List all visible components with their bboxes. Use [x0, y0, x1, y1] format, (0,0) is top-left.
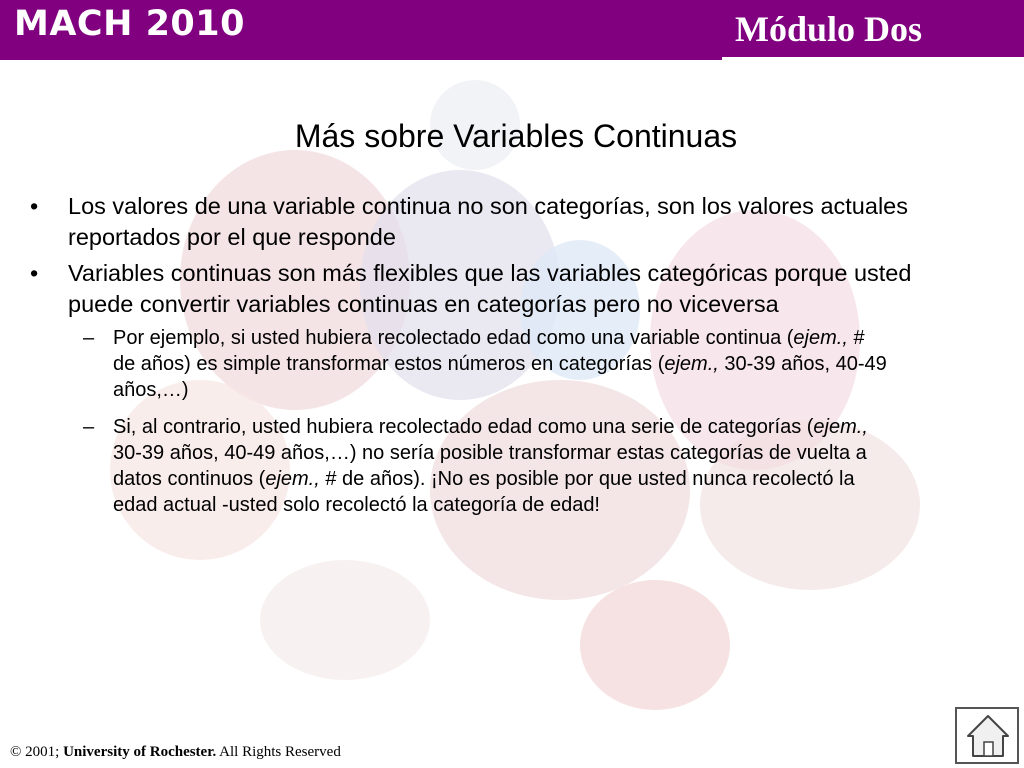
bullet-marker: • [30, 193, 39, 219]
example-abbrev: ejem., [265, 468, 320, 490]
sub-bullet-line: edad actual -usted solo recolectó la categoría de edad! [113, 494, 600, 516]
header-divider [0, 57, 722, 60]
sub-bullet-line: datos continuos (ejem., # de años). ¡No es posible por que usted nunca recolectó la [113, 468, 855, 490]
module-title: Módulo Dos [735, 9, 923, 49]
bullet-line: Los valores de una variable continua no son categorías, son los valores actuales [68, 193, 908, 219]
sub-bullet-marker: – [83, 416, 95, 438]
bullet-line: puede convertir variables continuas en categorías pero no viceversa [68, 291, 779, 317]
bullet-line: Variables continuas son más flexibles que las variables categóricas porque usted [68, 260, 912, 286]
sub-bullet-line: de años) es simple transformar estos números en categorías (ejem., 30-39 años, 40-49 [113, 353, 887, 375]
sub-bullet-marker: – [83, 327, 95, 349]
example-abbrev: ejem., [664, 353, 719, 375]
sub-bullet-line: años,…) [113, 379, 189, 401]
example-abbrev: ejem., [793, 327, 848, 349]
sub-bullet-line: Si, al contrario, usted hubiera recolectado edad como una serie de categorías (ejem., [113, 416, 868, 438]
home-button[interactable] [955, 707, 1019, 764]
course-title: MACH 2010 [14, 4, 245, 44]
home-icon [965, 713, 1011, 759]
footer-org: University of Rochester. [63, 744, 217, 760]
slide-title: Más sobre Variables Continuas [294, 118, 738, 154]
sub-bullet-line: 30-39 años, 40-49 años,…) no sería posible transformar estas categorías de vuelta a [113, 442, 867, 464]
footer-copyright: © 2001; University of Rochester. All Rights Reserved [10, 744, 341, 760]
sub-bullet-line: Por ejemplo, si usted hubiera recolectado edad como una variable continua (ejem., # [113, 327, 865, 349]
bullet-marker: • [30, 260, 39, 286]
example-abbrev: ejem., [813, 416, 868, 438]
bullet-line: reportados por el que responde [68, 224, 396, 250]
